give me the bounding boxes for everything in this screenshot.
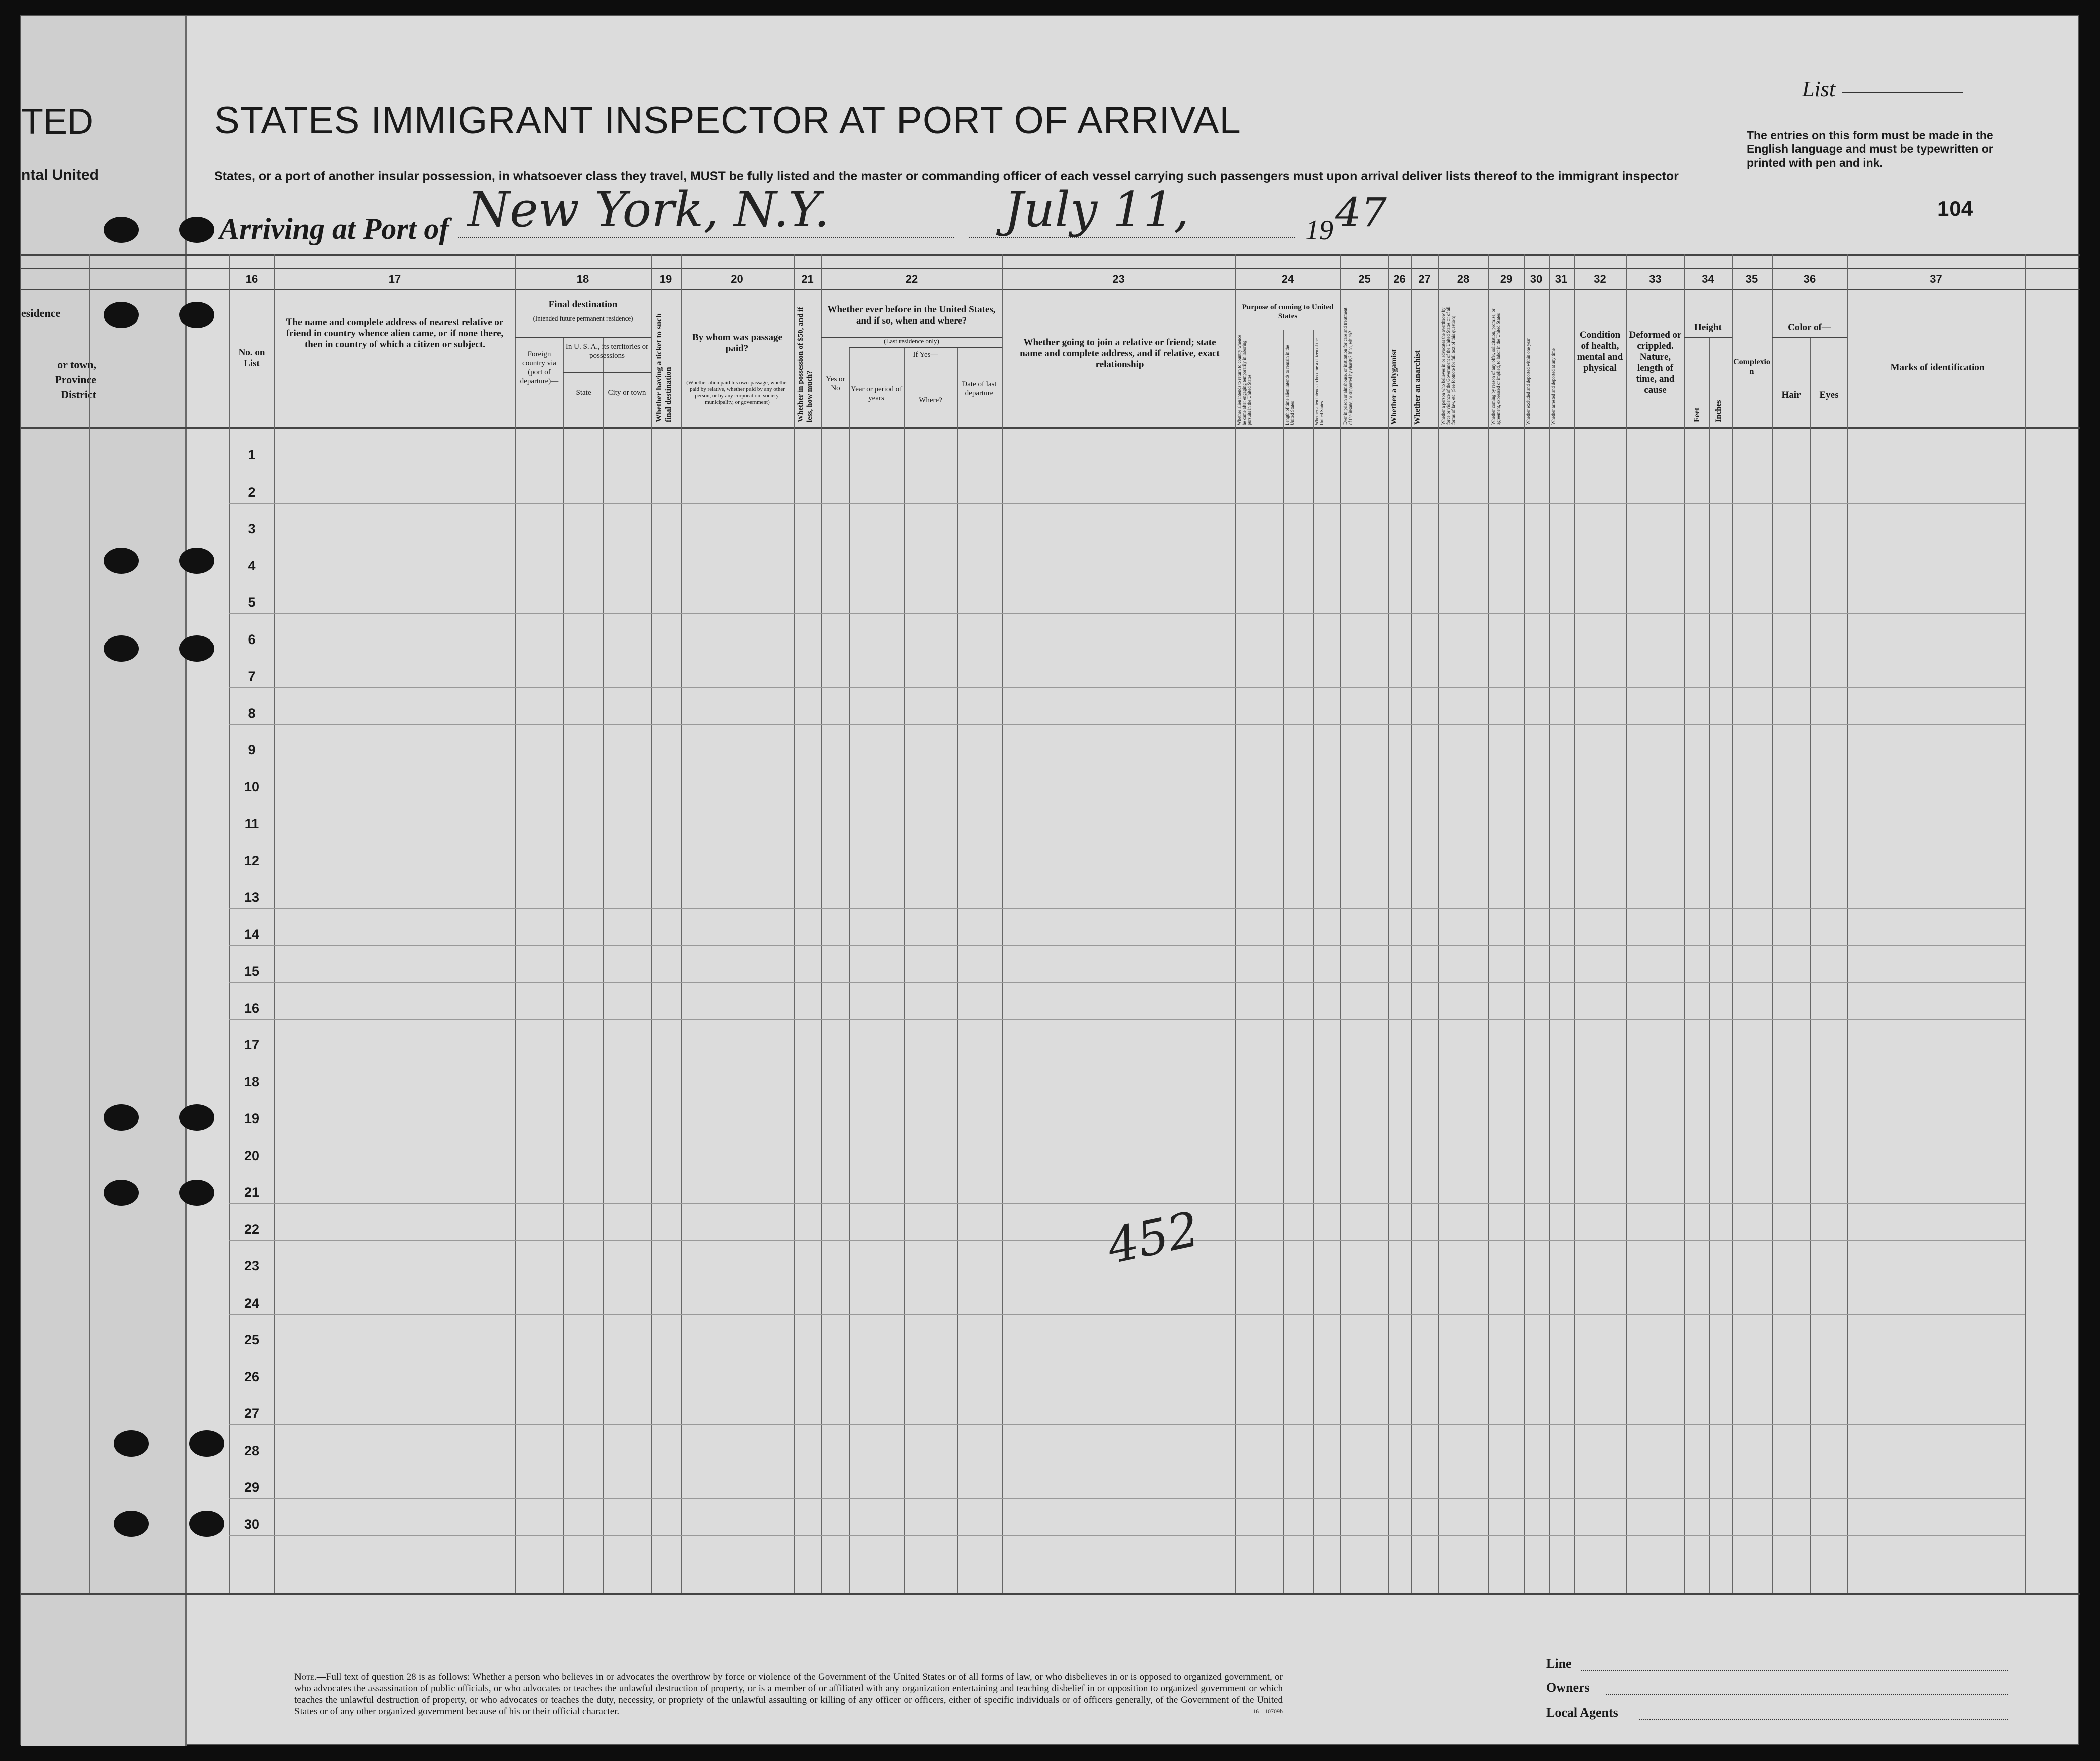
colnum-32: 32 [1594,273,1606,285]
header-height: Height [1694,322,1722,333]
col-rule [681,254,682,1593]
footnote-question-28 [294,1671,1283,1717]
row-rule [229,724,2025,725]
punch-hole [104,548,139,574]
row-number: 1 [248,447,256,462]
colnum-34: 34 [1702,273,1714,285]
header-where: Where? [919,396,942,404]
col-rule [1549,254,1550,1593]
local-agents-label: Local Agents [1546,1705,1618,1720]
header-feet: Feet [1693,407,1701,422]
colnum-22: 22 [905,273,918,285]
row-number: 23 [244,1258,260,1273]
punch-hole [179,635,214,662]
colnum-16: 16 [245,273,258,285]
year-handwritten: 47 [1335,189,1387,236]
col-rule [1684,254,1685,1593]
colnum-19: 19 [659,273,672,285]
punch-hole [104,1104,139,1131]
col-rule [1388,254,1389,1593]
punch-hole [104,1180,139,1206]
row-number: 11 [244,816,259,831]
row-number: 16 [244,1000,260,1016]
port-handwritten: New York, N.Y. [468,182,830,238]
header-if-yes: If Yes— [913,351,938,359]
colnum-25: 25 [1358,273,1371,285]
owners-label: Owners [1546,1680,1590,1695]
header-labor-offer: Whether coming by reason of any offer, solicitation, promise, or agreement, expressed or implied, to labor in the United States [1491,308,1501,425]
col-rule [2025,254,2026,1593]
row-number: 10 [244,779,260,794]
row-number: 26 [244,1369,260,1384]
row-rule [229,1535,2025,1536]
row-number: 18 [244,1074,260,1089]
col-rule [1283,330,1284,1593]
row-number: 17 [244,1037,260,1052]
row-number: 19 [244,1111,260,1126]
col-rule [1488,254,1489,1593]
list-number-line [1842,92,1963,93]
subhead-rule [849,347,1002,348]
cutoff-title: TED [21,102,93,142]
form-code: 16—10709b [1253,1708,1283,1715]
header-state: State [576,389,591,397]
colnum-27: 27 [1418,273,1431,285]
colnum-28: 28 [1457,273,1470,285]
punch-hole [104,302,139,328]
header-years: Year or period of years [850,385,903,402]
colnum-26: 26 [1393,273,1406,285]
header-health: Condition of health, mental and physical [1577,330,1623,373]
punch-hole [104,635,139,662]
header-last-departure: Date of last departure [962,380,997,397]
header-purpose-return: Whether alien intends to return to country whence he came after engaging temporarily in laboring pursuits in the United States [1237,335,1252,425]
residence-label: esidence [21,307,61,319]
col-rule [1810,337,1811,1593]
header-deformed: Deformed or crippled. Nature, length of time, and cause [1629,330,1682,395]
colnum-35: 35 [1745,273,1758,285]
header-relative-address: The name and complete address of nearest relative or friend in country whence alien came, or if none there, then in country of which a citizen or subject. [286,317,504,350]
local-agents-field [1639,1719,2008,1720]
punch-hole [179,217,214,243]
col-rule [274,254,275,1593]
col-rule [515,254,516,1593]
owners-field [1606,1694,2008,1695]
row-number: 25 [244,1332,260,1347]
row-rule [229,1203,2025,1204]
cutoff-subtitle: ntal United [21,167,99,183]
col-rule [229,254,230,1593]
town-label: or town, Province District [55,358,96,401]
col-rule [1847,254,1848,1593]
header-inches: Inches [1714,400,1723,422]
header-polygamist: Whether a polygamist [1390,349,1398,425]
col-rule [1524,254,1525,1593]
col-rule [1709,337,1710,1593]
header-prison: Ever in prison or almshouse, or institution for care and treatment of the insane, or supported by charity? If so, which? [1343,307,1353,425]
list-label: List [1802,77,1836,101]
header-fifty-dollars: Whether in possession of $50, and if less, how much? [797,307,814,422]
line-field [1581,1670,2008,1671]
row-number: 13 [244,890,260,905]
row-rule [229,945,2025,946]
header-join-relative: Whether going to join a relative or friend; state name and complete address, and if relative, exact relationship [1020,337,1220,370]
colnum-36: 36 [1803,273,1816,285]
header-excluded: Whether excluded and deported within one year [1526,338,1531,425]
header-foreign-country: Foreign country via (port of departure)— [520,350,559,385]
colnum-21: 21 [801,273,814,285]
row-number: 7 [248,669,256,684]
col-rule [1772,254,1773,1593]
subhead-rule [563,372,651,373]
col-rule [563,337,564,1593]
header-purpose-citizen: Whether alien intends to become a citizen of the United States [1314,338,1324,425]
arriving-label: Arriving at Port of [219,212,449,245]
row-number: 12 [244,853,260,868]
header-usa-territories: In U. S. A., its territories or possessions [565,343,649,360]
left-page-strip [21,16,187,1746]
row-number: 21 [244,1185,260,1200]
punch-hole [179,548,214,574]
row-number: 4 [248,558,256,573]
header-final-destination: Final destination [548,299,618,310]
col-rule [1732,254,1733,1593]
col-rule [1574,254,1575,1593]
manifest-sheet [20,15,2079,1745]
punch-hole [189,1511,224,1537]
row-number: 15 [244,964,260,979]
row-number: 5 [248,595,256,610]
row-number: 2 [248,484,256,500]
row-rule [229,908,2025,909]
header-no-on-list: No. on List [238,347,265,369]
row-rule [229,1424,2025,1425]
row-number: 3 [248,521,256,536]
row-rule [229,687,2025,688]
col-rule [1411,254,1412,1593]
date-handwritten: July 11, [1004,182,1189,238]
header-ever-before: Whether ever before in the United States, and if so, when and where? [827,304,996,326]
colnum-29: 29 [1499,273,1513,285]
punch-hole [114,1430,149,1457]
header-marks: Marks of identification [1890,362,1985,373]
subhead-rule [1772,337,1847,338]
colnum-31: 31 [1555,273,1568,285]
row-number: 29 [244,1480,260,1495]
header-city-town: City or town [608,389,646,397]
header-overthrow: Whether a person who believes in or advocates the overthrow by force or violence of the Government of the United States or of all forms of law, etc. (See footnote for full text of this question) [1441,306,1456,425]
footnote-label: Note. [294,1672,317,1682]
row-rule [229,1498,2025,1499]
row-number: 27 [244,1406,260,1421]
colnum-17: 17 [388,273,401,285]
col-rule [849,347,850,1593]
col-rule [603,337,604,1593]
punch-hole [104,217,139,243]
subhead-rule [1684,337,1732,338]
header-color-of: Color of— [1788,322,1831,333]
page-subtitle: States, or a port of another insular possession, in whatsoever class they travel, MUST be fully listed and the master or commanding officer of each vessel carrying such passengers must upon arrival deliver lists thereof to the immigrant inspector [214,169,1679,183]
row-number: 28 [244,1443,260,1458]
colnum-30: 30 [1530,273,1543,285]
col-rule [1002,254,1003,1593]
col-rule [1340,254,1341,1593]
page-number: 104 [1937,197,1973,220]
colnum-23: 23 [1112,273,1125,285]
row-number: 8 [248,705,256,721]
col-rule [651,254,652,1593]
col-rule [1235,254,1236,1593]
row-number: 14 [244,926,260,942]
col-rule [1626,254,1627,1593]
colnum-37: 37 [1930,273,1942,285]
handwritten-annotation: 452 [1102,1201,1204,1275]
row-number: 6 [248,631,256,647]
colnum-18: 18 [576,273,589,285]
footnote-text: —Full text of question 28 is as follows: Whether a person who believes in or advocates the overthrow by force or violence of the Government of the United States or of all forms of law, or who disbelieves in or is opposed to organized government, or who advocates the assassination of public officials, or who advocates or teaches the unlawful destruction of property, or is a member of or affiliated with any organization entertaining and teaching disbelief in or opposition to organized government or which teaches the unlawful destruction of property, or who advocates or teaches the duty, necessity, or propriety of the unlawful assaulting or killing of any officer or officers, either of specific individuals or of officers generally, of the Government of the United States or of any other organized government because of his or their official character. [294,1672,1283,1717]
punch-hole [179,1104,214,1131]
header-ticket: Whether having a ticket to such final destination [655,313,673,422]
header-passage-paid: By whom was passage paid? [692,332,782,354]
punch-hole [179,302,214,328]
colnum-33: 33 [1649,273,1662,285]
row-rule [229,1019,2025,1020]
header-final-destination-note: (Intended future permanent residence) [533,314,633,322]
col-rule [821,254,822,1593]
row-rule [229,613,2025,614]
header-purpose-length: Length of time alien intends to remain in the United States [1285,345,1295,425]
punch-hole [189,1430,224,1457]
col-rule [1313,330,1314,1593]
line-label: Line [1546,1656,1572,1671]
year-prefix: 19 [1305,215,1333,246]
page-title: STATES IMMIGRANT INSPECTOR AT PORT OF ARRIVAL [214,99,1241,142]
header-passage-paid-note: (Whether alien paid his own passage, whether paid by relative, whether paid by any other person, or by any corporation, society, municipality, or government) [686,380,788,405]
col-rule [89,254,90,1593]
col-rule [904,347,905,1593]
row-number: 20 [244,1148,260,1163]
table-bottom-rule [21,1593,2080,1595]
row-number: 22 [244,1221,260,1237]
header-hair: Hair [1781,390,1801,400]
entries-instruction: The entries on this form must be made in the English language and must be typewritten or printed with pen and ink. [1747,129,1993,169]
header-last-residence: (Last residence only) [884,337,939,345]
row-number: 24 [244,1295,260,1311]
subhead-rule [515,337,651,338]
col-rule [1438,254,1439,1593]
row-rule [229,982,2025,983]
col-rule [957,347,958,1593]
row-number: 9 [248,742,256,757]
header-complexion: Complexion [1733,358,1770,376]
header-anarchist: Whether an anarchist [1413,350,1422,425]
row-number: 30 [244,1516,260,1532]
row-rule [229,503,2025,504]
row-rule [229,1314,2025,1315]
header-yes-no: Yes or No [826,375,845,392]
header-arrested: Whether arrested and deported at any time [1551,348,1556,425]
colnum-20: 20 [731,273,743,285]
colnum-24: 24 [1281,273,1294,285]
punch-hole [114,1511,149,1537]
header-eyes: Eyes [1819,390,1839,400]
col-rule [794,254,795,1593]
punch-hole [179,1180,214,1206]
header-purpose: Purpose of coming to United States [1242,303,1334,321]
